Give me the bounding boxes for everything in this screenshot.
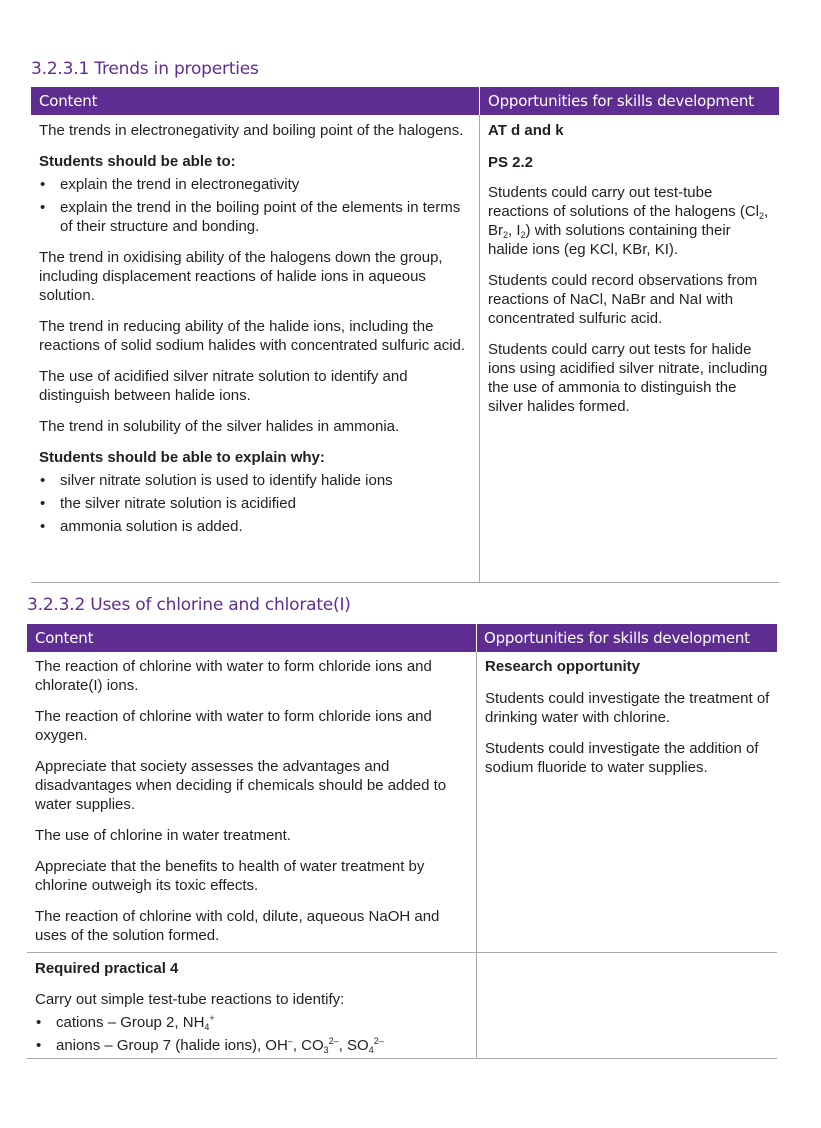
content-paragraph: The trend in solubility of the silver halides in ammonia. bbox=[39, 418, 400, 435]
list-item: • silver nitrate solution is used to identify halide ions bbox=[39, 471, 475, 490]
list-item: • the silver nitrate solution is acidified bbox=[39, 494, 475, 513]
column-header-content: Content bbox=[39, 92, 98, 110]
list-item: • anions – Group 7 (halide ions), OH–, $CO_3^{2-}$, $SO_4^{2-}$ bbox=[35, 1036, 471, 1055]
bullet-list bbox=[35, 1013, 471, 1055]
table-header-trends bbox=[31, 87, 779, 115]
skills-column-uses bbox=[485, 657, 772, 789]
header-divider bbox=[476, 624, 477, 652]
content-paragraph: The reaction of chlorine with water to form chloride ions and oxygen. bbox=[35, 708, 432, 744]
practical-intro: Carry out simple test-tube reactions to identify: bbox=[35, 991, 345, 1008]
table-header-uses bbox=[27, 624, 777, 652]
skills-paragraph: Students could record observations from reactions of NaCl, NaBr and NaI with concentrated sulfuric acid. bbox=[488, 272, 758, 327]
column-divider bbox=[476, 652, 477, 1058]
list-item: • explain the trend in the boiling point of the elements in terms of their structure and bonding. bbox=[39, 198, 475, 236]
content-paragraph: The trend in reducing ability of the halide ions, including the reactions of solid sodium halides with concentrated sulfuric acid. bbox=[39, 318, 466, 354]
section-title-trends: 3.2.3.1 Trends in properties bbox=[31, 59, 259, 79]
content-column-trends bbox=[39, 121, 475, 548]
skills-paragraph: Students could investigate the treatment of drinking water with chlorine. bbox=[485, 690, 770, 726]
list-item: • ammonia solution is added. bbox=[39, 517, 475, 536]
at-label: AT d and k bbox=[488, 122, 564, 139]
bullet-list bbox=[39, 471, 475, 536]
list-item: • cations – Group 2, $NH_4^+$ bbox=[35, 1013, 471, 1032]
column-divider bbox=[479, 115, 480, 582]
table-bottom-rule bbox=[31, 582, 779, 583]
column-header-skills: Opportunities for skills development bbox=[488, 92, 754, 110]
content-paragraph: The trend in oxidising ability of the halogens down the group, including displacement reactions of halide ions in aqueous solution. bbox=[39, 249, 443, 304]
content-paragraph: The reaction of chlorine with cold, dilute, aqueous NaOH and uses of the solution formed. bbox=[35, 908, 440, 944]
skills-column-trends bbox=[488, 121, 773, 428]
list-item: • explain the trend in electronegativity bbox=[39, 175, 475, 194]
required-practical-heading: Required practical 4 bbox=[35, 960, 179, 977]
skills-paragraph: Students could carry out tests for halide ions using acidified silver nitrate, including the use of ammonia to distinguish the silver halides formed. bbox=[488, 341, 768, 415]
content-paragraph: Appreciate that society assesses the advantages and disadvantages when deciding if chemicals should be added to water supplies. bbox=[35, 758, 447, 813]
explain-why-heading: Students should be able to explain why: bbox=[39, 449, 325, 466]
bullet-list bbox=[39, 175, 475, 236]
required-practical bbox=[35, 959, 471, 1067]
students-should-heading: Students should be able to: bbox=[39, 153, 236, 170]
ps-label: PS 2.2 bbox=[488, 154, 534, 171]
content-column-uses bbox=[35, 657, 471, 957]
skills-paragraph: Students could carry out test-tube reactions of solutions of the halogens ($Cl_2$, $Br_2$, $I_2$) with solutions containing their halide ions (eg KCl, KBr, KI). bbox=[488, 184, 769, 258]
content-paragraph: The use of acidified silver nitrate solution to identify and distinguish between halide ions. bbox=[39, 368, 408, 404]
content-paragraph: The reaction of chlorine with water to form chloride ions and chlorate(I) ions. bbox=[35, 658, 432, 694]
skills-paragraph: Students could investigate the addition of sodium fluoride to water supplies. bbox=[485, 740, 759, 776]
content-paragraph: The trends in electronegativity and boiling point of the halogens. bbox=[39, 122, 464, 139]
column-header-content: Content bbox=[35, 629, 94, 647]
research-opportunity-heading: Research opportunity bbox=[485, 658, 641, 675]
section-title-uses: 3.2.3.2 Uses of chlorine and chlorate(I) bbox=[27, 595, 351, 615]
content-paragraph: The use of chlorine in water treatment. bbox=[35, 827, 291, 844]
column-header-skills: Opportunities for skills development bbox=[484, 629, 750, 647]
header-divider bbox=[479, 87, 480, 115]
content-paragraph: Appreciate that the benefits to health of water treatment by chlorine outweigh its toxic effects. bbox=[35, 858, 425, 894]
